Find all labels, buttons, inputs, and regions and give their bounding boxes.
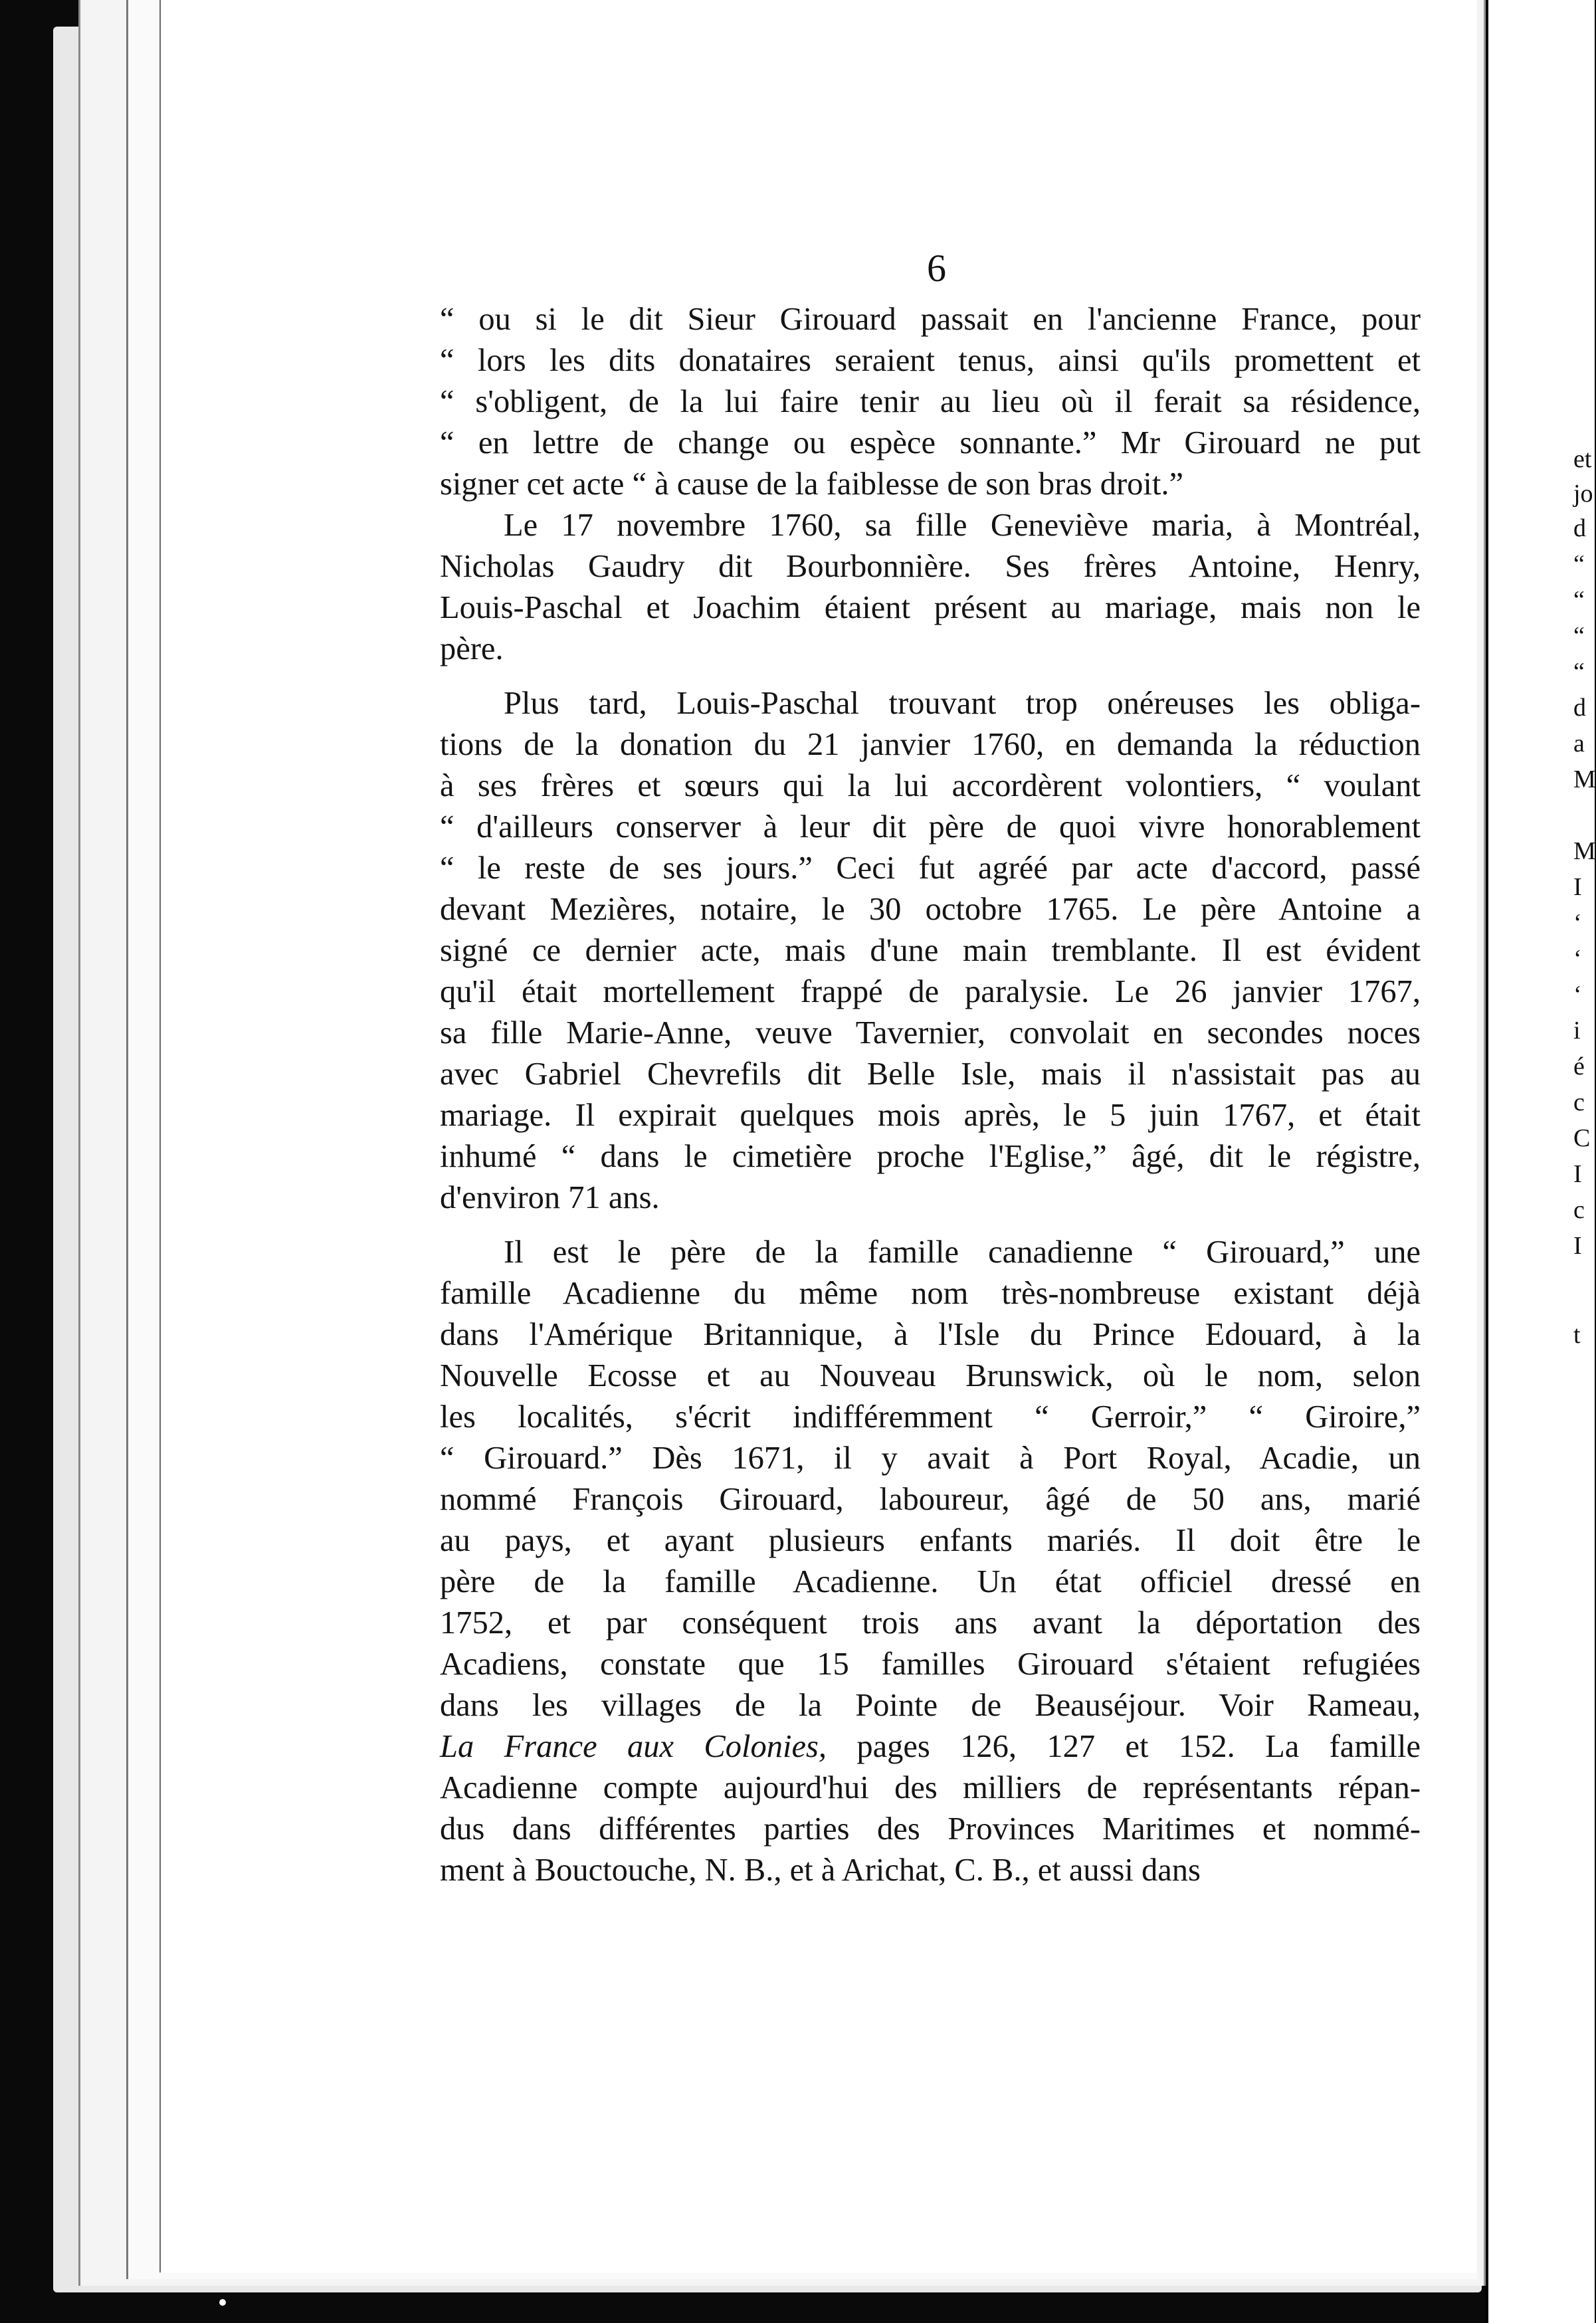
text-line: Nouvelle Ecosse et au Nouveau Brunswick, où le nom, selon <box>440 1358 1421 1393</box>
text-line: devant Mezières, notaire, le 30 octobre 1765. Le père Antoine a <box>440 892 1421 927</box>
fragment: I <box>1573 873 1582 901</box>
paragraph-donation <box>440 683 1421 1219</box>
text-line: “ ou si le dit Sieur Girouard passait en l'ancienne France, pour <box>440 302 1421 337</box>
scan-speck <box>219 2299 226 2306</box>
text-line: d'environ 71 ans. <box>440 1180 660 1215</box>
paragraph-marriage <box>440 505 1421 670</box>
fragment: I <box>1573 1232 1582 1260</box>
text-line: Acadiens, constate que 15 familles Girouard s'étaient refugiées <box>440 1647 1421 1682</box>
text-line: avec Gabriel Chevrefils dit Belle Isle, mais il n'assistait pas au <box>440 1057 1421 1092</box>
text-line: “ lors les dits donataires seraient tenus, ainsi qu'ils promettent et <box>440 343 1421 378</box>
text-line: pages 126, 127 et 152. La famille <box>856 1729 1421 1764</box>
text-line: inhumé “ dans le cimetière proche l'Eglise,” âgé, dit le régistre, <box>440 1139 1421 1174</box>
text-line: Acadienne compte aujourd'hui des milliers de représentants répan- <box>440 1770 1421 1805</box>
page-number: 6 <box>927 247 946 290</box>
body-text <box>440 299 1421 1891</box>
text-line: signer cet acte “ à cause de la faiblesse de son bras droit.” <box>440 466 1184 502</box>
fragment: M <box>1573 765 1596 793</box>
text-line: qu'il était mortellement frappé de paralysie. Le 26 janvier 1767, <box>440 974 1421 1009</box>
fragment: et <box>1573 445 1592 473</box>
fragment: c <box>1573 1196 1585 1224</box>
text-line: “ en lettre de change ou espèce sonnante.” Mr Girouard ne put <box>440 425 1421 460</box>
fragment: “ <box>1573 622 1585 650</box>
text-line: Nicholas Gaudry dit Bourbonnière. Ses frères Antoine, Henry, <box>440 549 1421 584</box>
text-line: nommé François Girouard, laboureur, âgé de 50 ans, marié <box>440 1482 1421 1517</box>
text-line: Louis-Paschal et Joachim étaient présent au mariage, mais non le <box>440 590 1421 625</box>
text-line: signé ce dernier acte, mais d'une main tremblante. Il est évident <box>440 933 1421 968</box>
text-line: ment à Bouctouche, N. B., et à Arichat, C. B., et aussi dans <box>440 1853 1201 1888</box>
fragment: ‘ <box>1573 945 1582 973</box>
paragraph-quote-end <box>440 299 1421 505</box>
fragment: ‘ <box>1573 981 1582 1009</box>
text-line: à ses frères et sœurs qui la lui accordèrent volontiers, “ voulant <box>440 768 1421 803</box>
text-line: mariage. Il expirait quelques mois après, le 5 juin 1767, et était <box>440 1098 1421 1133</box>
text-line: les localités, s'écrit indifféremment “ Gerroir,” “ Giroire,” <box>440 1399 1421 1435</box>
text-line: père de la famille Acadienne. Un état officiel dressé en <box>440 1564 1421 1599</box>
fragment: d <box>1573 694 1586 722</box>
text-line: au pays, et ayant plusieurs enfants mariés. Il doit être le <box>440 1523 1421 1558</box>
text-line: tions de la donation du 21 janvier 1760, en demanda la réduction <box>440 727 1421 762</box>
text-line: Il est le père de la famille canadienne “ Girouard,” une <box>504 1235 1421 1270</box>
text-line: “ s'obligent, de la lui faire tenir au lieu où il ferait sa résidence, <box>440 384 1421 419</box>
text-line: père. <box>440 631 504 666</box>
text-line: dus dans différentes parties des Provinces Maritimes et nommé- <box>440 1811 1421 1847</box>
paragraph-acadian-family <box>440 1232 1421 1891</box>
fragment: jo <box>1573 480 1593 508</box>
text-line: “ le reste de ses jours.” Ceci fut agréé par acte d'accord, passé <box>440 851 1421 886</box>
fragment: ‘ <box>1573 909 1582 937</box>
text-line: 1752, et par conséquent trois ans avant la déportation des <box>440 1605 1421 1641</box>
fragment: C <box>1573 1124 1591 1152</box>
text-line: “ Girouard.” Dès 1671, il y avait à Port Royal, Acadie, un <box>440 1441 1421 1476</box>
fragment: I <box>1573 1160 1582 1188</box>
fragment: a <box>1573 730 1585 758</box>
text-line: famille Acadienne du même nom très-nombreuse existant déjà <box>440 1276 1421 1311</box>
fragment: M <box>1573 837 1596 865</box>
fragment: “ <box>1573 658 1585 686</box>
fragment: d <box>1573 514 1586 542</box>
book-title: La France aux Colonies, <box>440 1729 827 1764</box>
text-line-with-title <box>440 1726 1421 1768</box>
fragment: c <box>1573 1088 1585 1116</box>
fragment: é <box>1573 1053 1585 1080</box>
text-line: dans l'Amérique Britannique, à l'Isle du Prince Edouard, à la <box>440 1317 1421 1352</box>
text-line: Le 17 novembre 1760, sa fille Geneviève maria, à Montréal, <box>504 508 1421 543</box>
text-line: dans les villages de la Pointe de Beauséjour. Voir Rameau, <box>440 1688 1421 1723</box>
fragment: i <box>1573 1017 1581 1045</box>
text-line: Plus tard, Louis-Paschal trouvant trop onéreuses les obliga- <box>504 686 1421 721</box>
fragment: t <box>1573 1321 1581 1349</box>
fragment: “ <box>1573 586 1585 614</box>
fragment: “ <box>1573 550 1585 578</box>
text-line: sa fille Marie-Anne, veuve Tavernier, convolait en secondes noces <box>440 1015 1421 1051</box>
text-line: “ d'ailleurs conserver à leur dit père de quoi vivre honorablement <box>440 809 1421 845</box>
